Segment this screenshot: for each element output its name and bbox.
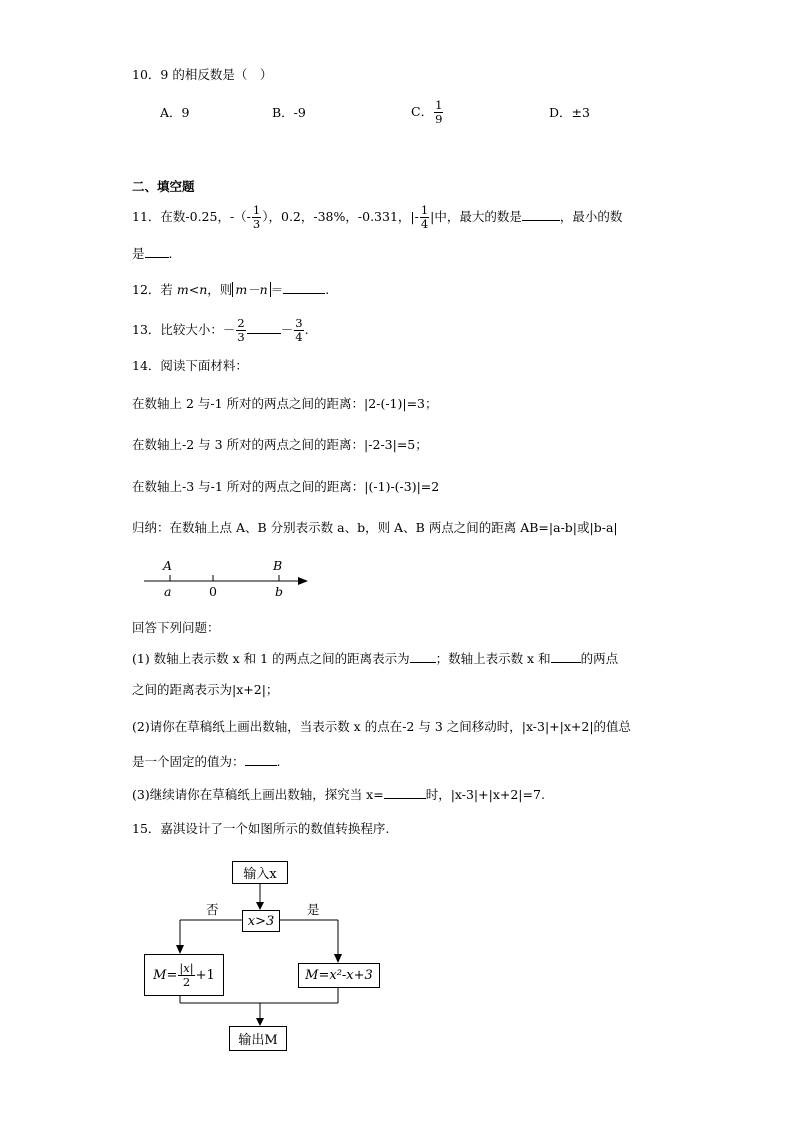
point-label-a-upper: A — [163, 558, 173, 573]
q13: 13．比较大小：－ $\frac{2}{3}$ － $\frac{3}{4}$ . — [132, 316, 309, 344]
q14-answer-title: 回答下列问题： — [132, 620, 220, 635]
flow-left-box: M= $\frac{|x|}{2}$ +1 — [144, 954, 224, 996]
fraction: $\frac{2}{3}$ — [237, 316, 245, 344]
arrow-head-icon — [298, 577, 308, 585]
flow-label-no: 否 — [206, 902, 219, 917]
q14-sub2-line2: 是一个固定的值为： . — [132, 754, 281, 769]
q11-line1: 11．在数-0.25，-（- $\frac{1}{3}$ ），0.2，-38%，-0.331，|- $\frac{1}{4}$ |中，最大的数是 ，最小的数 — [132, 203, 623, 231]
point-label-b-lower: b — [275, 584, 284, 599]
fraction: $\frac{|x|}{2}$ — [179, 960, 194, 989]
q14-material-1: 在数轴上 2 与-1 所对的两点之间的距离：|2-(-1)|=3； — [132, 396, 438, 411]
flow-right-box: M=x²-x+3 — [298, 963, 380, 988]
q14-stem: 14．阅读下面材料： — [132, 358, 248, 373]
answer-blank — [410, 650, 436, 663]
q12: 12．若 m<n，则 m－n ＝ . — [132, 282, 330, 297]
fraction: $\frac{1}{9}$ — [435, 98, 443, 126]
q14-summary: 归纳：在数轴上点 A、B 分别表示数 a、b，则 A、B 两点之间的距离 AB=|a-b|或|b-a| — [132, 520, 618, 535]
flow-condition-box: x>3 — [242, 910, 280, 932]
flow-output-box: 输出M — [229, 1026, 287, 1051]
section-title: 二、填空题 — [132, 179, 195, 194]
q10-option-c: C． $\frac{1}{9}$ — [411, 98, 443, 126]
q15-stem: 15．嘉淇设计了一个如图所示的数值转换程序. — [132, 821, 390, 836]
point-label-zero: 0 — [209, 584, 217, 599]
q14-sub1-line1: (1) 数轴上表示数 x 和 1 的两点之间的距离表示为 ；数轴上表示数 x 和 的两点 — [132, 651, 619, 666]
point-label-b-upper: B — [273, 558, 283, 573]
q10-option-a: A．9 — [160, 105, 190, 120]
fraction: $\frac{1}{4}$ — [420, 203, 429, 231]
answer-blank — [245, 753, 277, 766]
fraction: $\frac{3}{4}$ — [295, 316, 303, 344]
q10-stem: 10．9 的相反数是（ ） — [132, 67, 273, 82]
q14-material-2: 在数轴上-2 与 3 所对的两点之间的距离：|-2-3|=5； — [132, 437, 428, 452]
q10-option-b: B．-9 — [272, 105, 306, 120]
point-label-a-lower: a — [164, 584, 172, 599]
q14-sub2-line1: (2)请你在草稿纸上画出数轴，当表示数 x 的点在-2 与 3 之间移动时，|x-3|+|x+2|的值总 — [132, 719, 632, 734]
q11-line2: 是 . — [132, 246, 173, 261]
q14-sub3: (3)继续请你在草稿纸上画出数轴，探究当 x= 时，|x-3|+|x+2|=7. — [132, 787, 545, 802]
q14-material-3: 在数轴上-3 与-1 所对的两点之间的距离：|(-1)-(-3)|=2 — [132, 479, 440, 494]
flow-label-yes: 是 — [307, 902, 320, 917]
answer-blank — [551, 650, 581, 663]
flow-input-box: 输入x — [232, 861, 288, 884]
answer-blank — [384, 786, 426, 799]
q10-option-d: D．±3 — [549, 105, 590, 120]
q14-sub1-line2: 之间的距离表示为|x+2|； — [132, 682, 279, 697]
fraction: $\frac{1}{3}$ — [252, 203, 261, 231]
